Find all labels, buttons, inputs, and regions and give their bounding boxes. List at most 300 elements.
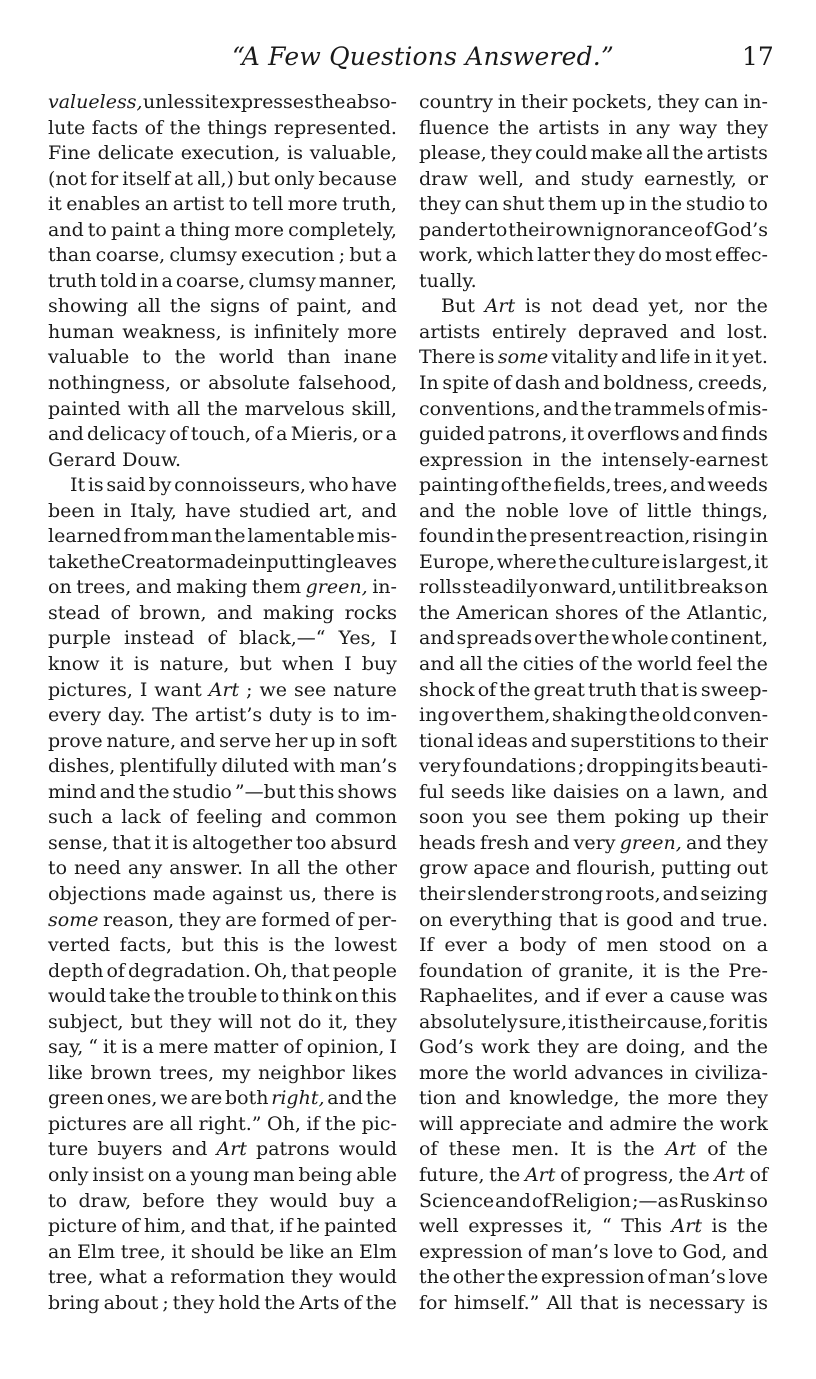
word: the <box>736 1138 768 1161</box>
word: them <box>556 806 606 829</box>
word: against <box>212 882 283 905</box>
word: should <box>190 1240 255 1263</box>
word: earnestly, <box>644 167 737 190</box>
word: truth, <box>342 193 397 216</box>
word: God’s <box>419 1036 474 1059</box>
word: artists <box>419 320 481 343</box>
word: of <box>531 1189 551 1212</box>
word: learned <box>48 525 122 548</box>
word: love <box>613 1240 654 1263</box>
word: this <box>223 934 259 957</box>
word: in- <box>372 576 397 599</box>
text-line <box>48 167 397 193</box>
word: ; <box>162 1291 169 1314</box>
word: well <box>419 1215 459 1238</box>
word: people <box>332 959 397 982</box>
word: it <box>171 1240 186 1263</box>
word: do <box>638 244 662 267</box>
word: spite <box>442 372 490 395</box>
word: of <box>144 116 164 139</box>
word: a <box>164 218 176 241</box>
word: everything <box>449 908 553 931</box>
word: depth <box>48 959 104 982</box>
word: green <box>48 1087 104 1110</box>
word: what <box>99 1266 147 1289</box>
text-line <box>419 780 768 806</box>
word: the <box>314 91 346 113</box>
word: a <box>142 1036 154 1059</box>
word: to <box>142 346 162 369</box>
word: an <box>48 1240 72 1263</box>
word: conventions, <box>419 397 541 420</box>
word: of <box>254 423 273 446</box>
word: the <box>169 116 201 139</box>
text-line <box>419 243 768 269</box>
word: slender <box>467 882 540 905</box>
word: clumsy <box>169 244 237 267</box>
word: weakness, <box>122 320 222 343</box>
word: that <box>579 1291 619 1314</box>
word: of <box>618 499 638 522</box>
text-line <box>419 218 768 244</box>
word: thing <box>179 218 231 241</box>
word: appreciate <box>459 1112 563 1135</box>
word: painting <box>419 474 499 497</box>
word: a <box>276 423 288 446</box>
word: in <box>339 729 358 752</box>
word: fluence <box>419 116 490 139</box>
word: itself <box>122 167 171 190</box>
word: coarse, <box>175 269 246 292</box>
word: they <box>216 1189 259 1212</box>
word: putting <box>266 550 337 573</box>
word: the <box>628 1087 660 1110</box>
text-line <box>419 448 768 474</box>
text-line <box>48 499 397 525</box>
word: the <box>651 193 683 216</box>
word: made <box>152 882 206 905</box>
word: of <box>121 1215 140 1238</box>
text-line <box>48 550 397 576</box>
word: God, <box>682 1240 728 1263</box>
word: of <box>693 218 713 241</box>
word: from <box>123 525 169 548</box>
word: only <box>48 1163 89 1186</box>
word: fresh <box>480 831 530 854</box>
word: coarse, <box>95 244 166 267</box>
word: I <box>389 1036 397 1059</box>
word: fields, <box>553 474 612 497</box>
word: plentifully <box>119 755 218 778</box>
word: the <box>601 653 633 676</box>
word: see <box>293 678 327 701</box>
text-column-left <box>48 90 397 1316</box>
word: falsehood, <box>298 372 397 395</box>
word: and <box>419 499 455 522</box>
word: Fine <box>48 142 91 165</box>
word: very <box>573 831 616 854</box>
word: is <box>603 908 620 931</box>
word: patrons <box>256 1138 330 1161</box>
word: its <box>675 755 700 778</box>
word: is <box>596 1138 613 1161</box>
word: or <box>747 167 768 190</box>
word: take <box>109 985 151 1008</box>
word: valuable, <box>309 142 397 165</box>
text-line <box>419 1214 768 1240</box>
word: advances <box>574 1061 664 1084</box>
word: paint, <box>296 295 353 318</box>
word: pictures, <box>48 678 133 701</box>
word: more <box>667 1087 718 1110</box>
word: most <box>664 244 712 267</box>
word: draw <box>419 167 468 190</box>
word: is <box>87 474 104 497</box>
word: in <box>497 91 517 113</box>
word: more <box>234 218 285 241</box>
word: on <box>147 1163 172 1186</box>
word: to <box>748 193 768 216</box>
text-line <box>419 908 768 934</box>
word: men <box>606 934 648 957</box>
word: of <box>419 1138 438 1161</box>
text-line <box>48 703 397 729</box>
word: tional <box>419 729 474 752</box>
word: and <box>533 831 570 854</box>
word: execution, <box>180 142 281 165</box>
text-line <box>48 116 397 142</box>
word: In <box>419 372 439 395</box>
word: to <box>48 1189 68 1212</box>
word: it <box>102 1036 117 1059</box>
word: artists <box>706 142 768 165</box>
word: ing <box>419 704 450 727</box>
word: infinitely <box>253 320 339 343</box>
text-line <box>48 422 397 448</box>
word: Yes, <box>338 627 377 650</box>
word: But <box>441 295 475 318</box>
word: and <box>190 1215 227 1238</box>
word: them, <box>495 704 551 727</box>
word: continent, <box>670 627 768 650</box>
word: intensely-earnest <box>601 448 768 471</box>
word: work <box>719 1112 768 1135</box>
word: a <box>652 985 665 1008</box>
text-line <box>419 652 768 678</box>
word: trammels <box>613 397 706 420</box>
word: of <box>527 1240 547 1263</box>
word: all <box>459 653 483 676</box>
word: their <box>599 1010 646 1033</box>
word: mis- <box>356 525 397 548</box>
word: the <box>475 1061 507 1084</box>
word: of <box>283 1036 302 1059</box>
word: the <box>169 295 201 318</box>
text-line <box>48 1240 397 1266</box>
word: flourish, <box>576 857 656 880</box>
word: will <box>419 1112 454 1135</box>
word: any <box>635 116 670 139</box>
word: only <box>273 167 315 190</box>
word: all <box>276 857 301 880</box>
word: it <box>663 576 678 599</box>
word: buy <box>339 1189 375 1212</box>
text-line <box>419 397 768 423</box>
word: expression <box>419 1240 523 1263</box>
word: the <box>325 1112 357 1135</box>
word: painted <box>324 1215 397 1238</box>
word: in <box>608 116 627 139</box>
word: their <box>521 91 568 113</box>
word: and <box>419 627 455 650</box>
word: Atlantic, <box>686 601 768 624</box>
word: which <box>476 244 534 267</box>
word: in <box>476 525 495 548</box>
word: (not <box>48 167 87 190</box>
word: the <box>153 985 185 1008</box>
word: was <box>730 985 768 1008</box>
text-line <box>419 90 768 116</box>
word: absurd <box>330 831 397 854</box>
word: doing, <box>625 1036 686 1059</box>
word: that, <box>230 1215 276 1238</box>
word: Art <box>208 678 240 701</box>
word: over <box>451 704 494 727</box>
word: rolls <box>419 576 462 599</box>
word: will <box>218 1010 253 1033</box>
word: insist <box>92 1163 144 1186</box>
text-line <box>419 933 768 959</box>
text-line <box>48 882 397 908</box>
word: and <box>171 1138 208 1161</box>
word: weeds <box>707 474 768 497</box>
word: right, <box>271 1087 325 1110</box>
word: in <box>749 525 768 548</box>
word: degradation. <box>127 959 251 982</box>
word: It <box>70 474 86 497</box>
word: draw, <box>78 1189 132 1212</box>
word: seizing <box>700 882 768 905</box>
word: they <box>178 908 221 931</box>
word: the <box>464 499 496 522</box>
word: the <box>365 1291 397 1314</box>
text-line <box>48 141 397 167</box>
text-line <box>419 1010 768 1036</box>
word: of <box>647 1266 666 1289</box>
word: but <box>181 934 214 957</box>
word: trees, <box>76 576 132 599</box>
word: ful <box>419 780 445 803</box>
word: and <box>682 423 719 446</box>
word: sweep- <box>700 678 768 701</box>
word: is <box>381 882 397 905</box>
word: Art <box>484 295 516 318</box>
word: like <box>289 1240 325 1263</box>
word: than <box>48 244 92 267</box>
word: have <box>351 474 397 497</box>
word: ture <box>48 1138 89 1161</box>
word: not <box>550 295 583 318</box>
text-line <box>419 499 768 525</box>
word: the <box>496 525 528 548</box>
word: black,—“ <box>238 627 326 650</box>
text-line <box>419 192 768 218</box>
word: formed <box>261 908 331 931</box>
word: apace <box>473 857 530 880</box>
word: of <box>207 627 226 650</box>
text-line <box>419 422 768 448</box>
word: poking <box>614 806 680 829</box>
word: the <box>688 959 720 982</box>
word: know <box>48 653 100 676</box>
word: an <box>329 1240 354 1263</box>
text-line <box>48 805 397 831</box>
word: on <box>625 780 650 803</box>
word: Italy, <box>129 499 177 522</box>
word: nature <box>333 678 397 701</box>
text-line <box>419 1240 768 1266</box>
word: shows <box>337 780 397 803</box>
word: it, <box>572 1215 593 1238</box>
word: the <box>560 448 592 471</box>
word: stood <box>658 934 712 957</box>
word: cause <box>669 985 725 1008</box>
word: likes <box>352 1061 397 1084</box>
word: they <box>726 116 768 139</box>
word: to <box>260 985 280 1008</box>
word: all <box>169 1112 194 1135</box>
word: it <box>754 550 768 573</box>
word: the <box>682 1112 714 1135</box>
text-line <box>48 345 397 371</box>
word: truth <box>48 269 97 292</box>
word: in <box>140 269 159 292</box>
word: opinion, <box>306 1036 385 1059</box>
text-line <box>48 1010 397 1036</box>
word: and <box>567 1112 604 1135</box>
word: like <box>48 1061 83 1084</box>
word: of <box>577 934 596 957</box>
text-line <box>419 167 768 193</box>
word: the <box>206 397 238 420</box>
text-column-right <box>419 90 768 1316</box>
word: and <box>544 985 581 1008</box>
word: reaction, <box>604 525 691 548</box>
word: entirely <box>491 320 567 343</box>
word: the <box>507 1266 539 1289</box>
word: way <box>678 116 718 139</box>
word: please, <box>419 142 487 165</box>
word: pic- <box>361 1112 397 1135</box>
word: and <box>534 167 571 190</box>
word: it, <box>328 1010 349 1033</box>
word: latter <box>537 244 591 267</box>
word: of <box>169 423 188 446</box>
word: inane <box>343 346 397 369</box>
word: largest, <box>679 550 753 573</box>
text-line <box>419 550 768 576</box>
word: per- <box>358 908 397 931</box>
word: a <box>175 1163 187 1186</box>
word: man <box>253 1163 295 1186</box>
word: altogether <box>191 831 293 854</box>
word: you <box>472 806 507 829</box>
word: I <box>344 653 352 676</box>
word: the <box>678 1163 710 1186</box>
text-line <box>419 1163 768 1189</box>
word: There <box>419 346 476 369</box>
word: conven- <box>693 704 768 727</box>
word: that <box>639 678 679 701</box>
text-line <box>48 1137 397 1163</box>
text-line <box>48 678 397 704</box>
word: told <box>99 269 138 292</box>
word: it <box>567 1010 582 1033</box>
word: is <box>318 704 335 727</box>
word: connoisseurs, <box>174 474 307 497</box>
word: the <box>419 1266 451 1289</box>
word: they <box>726 1087 768 1110</box>
word: the <box>138 780 170 803</box>
word: beauti- <box>700 755 768 778</box>
word: her <box>274 729 308 752</box>
word: Europe, <box>419 550 496 573</box>
word: studio <box>685 193 746 216</box>
word: brown, <box>139 601 207 624</box>
word: neighbor <box>258 1061 345 1084</box>
word: pictures <box>48 1112 127 1135</box>
word: and <box>179 729 216 752</box>
word: it <box>154 831 169 854</box>
word: truth <box>588 678 637 701</box>
text-line <box>419 1035 768 1061</box>
word: by <box>148 474 172 497</box>
word: dash <box>514 372 561 395</box>
word: the <box>578 627 610 650</box>
word: the <box>649 601 681 624</box>
word: all,) <box>196 167 234 190</box>
word: at <box>174 167 193 190</box>
word: the <box>174 346 206 369</box>
word: if <box>585 985 600 1008</box>
word: the <box>307 857 339 880</box>
word: of <box>492 372 512 395</box>
word: young <box>190 1163 250 1186</box>
word: is <box>681 678 698 701</box>
word: lost. <box>727 320 768 343</box>
word: artists <box>538 116 600 139</box>
word: common <box>315 806 397 829</box>
word: “ <box>601 1215 612 1238</box>
word: whole <box>611 627 669 650</box>
word: they <box>593 244 636 267</box>
word: reformation <box>170 1266 285 1289</box>
word: it <box>48 193 62 216</box>
word: depraved <box>577 320 669 343</box>
word: that <box>290 959 330 982</box>
word: it <box>715 346 730 369</box>
word: ones, <box>106 1087 158 1110</box>
word: an <box>144 193 169 216</box>
word: vitality <box>551 346 618 369</box>
word: things <box>207 116 268 139</box>
word: a <box>152 1266 165 1289</box>
word: to <box>488 218 508 241</box>
text-line <box>419 575 768 601</box>
word: Art <box>216 1138 247 1161</box>
word: ever <box>444 934 487 957</box>
word: of <box>106 959 125 982</box>
